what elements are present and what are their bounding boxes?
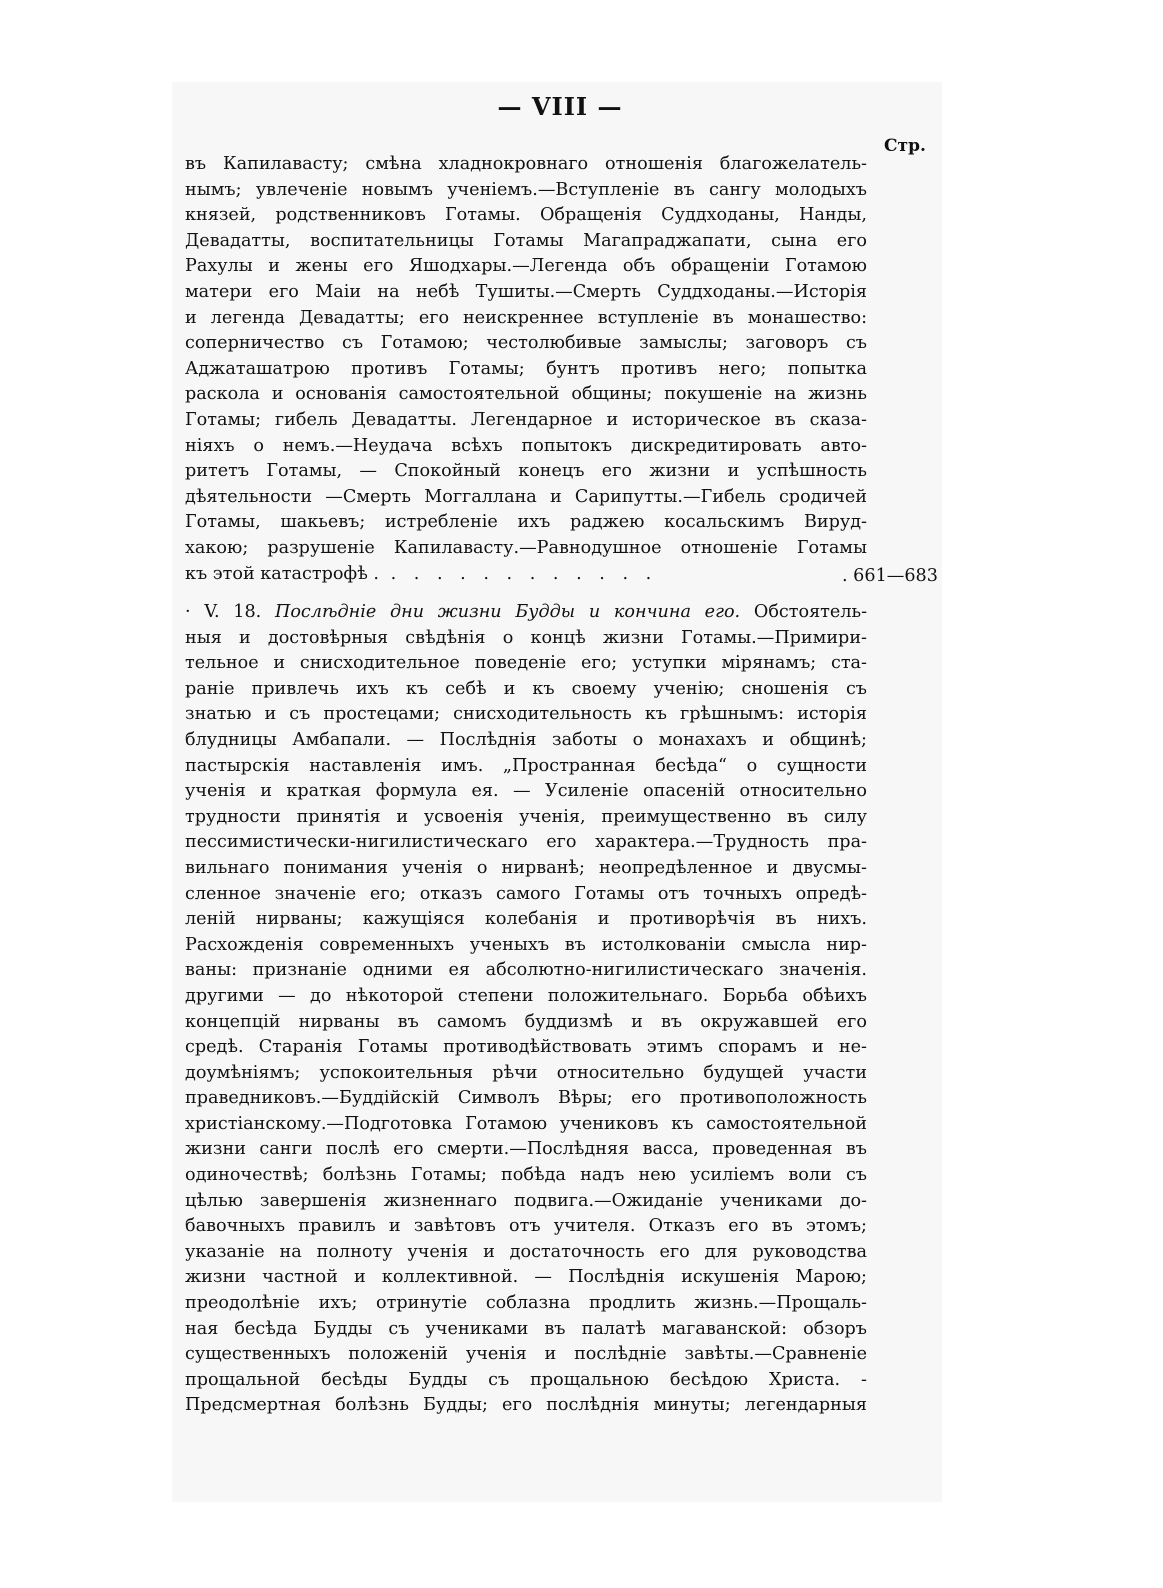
- text-line: другими — до нѣкоторой степени положительнаго. Борьба обѣихъ: [185, 985, 867, 1006]
- text-line: Аджаташатрою противъ Готамы; бунтъ противъ него; попытка: [185, 358, 867, 379]
- text-line: соперничество съ Готамою; честолюбивые замыслы; заговоръ съ: [185, 333, 867, 354]
- text-line: къ этой катастрофѣ .: [185, 563, 379, 584]
- text-line: раніе привлечь ихъ къ себѣ и къ своему ученію; сношенія съ: [185, 678, 867, 699]
- toc-leader-line: [185, 562, 867, 588]
- page-number: — VIII —: [497, 92, 623, 121]
- chapter-label: · V. 18.: [185, 602, 262, 622]
- text-line: Рахулы и жены его Яшодхары.—Легенда объ обращеніи Готамою: [185, 256, 867, 277]
- text-line: въ Капилавасту; смѣна хладнокровнаго отношенія благожелатель-: [185, 154, 867, 174]
- text-line: Готамы, шакьевъ; истребленіе ихъ раджею косальскимъ Вируд-: [185, 512, 867, 533]
- text-line: концепцій нирваны въ самомъ буддизмѣ и въ окружавшей его: [185, 1011, 867, 1032]
- page-column-header: Стр.: [884, 136, 926, 156]
- text-line: блудницы Амбапали. — Послѣднія заботы о монахахъ и общинѣ;: [185, 729, 867, 750]
- text-line: раскола и основанія самостоятельной общины; покушеніе на жизнь: [185, 384, 867, 405]
- text-line: средѣ. Старанія Готамы противодѣйствовать этимъ спорамъ и не-: [185, 1037, 867, 1058]
- text-line: ваны: признаніе одними ея абсолютно-нигилистическаго значенія.: [185, 960, 867, 981]
- dot-leader: . . . . . . . . . . . .: [390, 563, 658, 584]
- text-line: ная бесѣда Будды съ учениками въ палатѣ магаванской: обзоръ: [185, 1318, 867, 1339]
- text-line: Готамы; гибель Девадатты. Легендарное и историческое въ сказа-: [185, 409, 867, 430]
- page-range: . 661—683: [842, 566, 938, 586]
- text-line: ніяхъ о немъ.—Неудача всѣхъ попытокъ дискредитировать авто-: [185, 435, 867, 456]
- text-line: пессимистически-нигилистическаго его характера.—Трудность пра-: [185, 832, 867, 853]
- text-line: одиночествѣ; болѣзнь Готамы; побѣда надъ нею усиліемъ воли съ: [185, 1165, 867, 1186]
- text-line: хакою; разрушеніе Капилавасту.—Равнодушное отношеніе Готамы: [185, 537, 867, 558]
- text-line: ныя и достовѣрныя свѣдѣнія о концѣ жизни Готамы.—Примири-: [185, 627, 867, 648]
- text-line: нымъ; увлеченіе новымъ ученіемъ.—Вступленіе въ сангу молодыхъ: [185, 179, 867, 200]
- text-line: праведниковъ.—Буддійскій Символъ Вѣры; его противоположность: [185, 1088, 867, 1109]
- text-line: [185, 600, 867, 626]
- text-line: цѣлью завершенія жизненнаго подвига.—Ожиданіе учениками до-: [185, 1190, 867, 1211]
- text-line: князей, родственниковъ Готамы. Обращенія Суддходаны, Нанды,: [185, 205, 867, 226]
- text-line: тельное и снисходительное поведеніе его; уступки мірянамъ; ста-: [185, 653, 867, 674]
- text-line: вильнаго понимания ученія о нирванѣ; неопредѣленное и двусмы-: [185, 857, 867, 878]
- text-line: трудности принятія и усвоенія ученія, преимущественно въ силу: [185, 806, 867, 827]
- text-line: бавочныхъ правилъ и завѣтовъ отъ учителя. Отказъ его въ этомъ;: [185, 1216, 867, 1237]
- chapter-title: Послѣдніе дни жизни Будды и кончина его.: [274, 602, 741, 622]
- text-line: ритетъ Готамы, — Спокойный конецъ его жизни и успѣшность: [185, 461, 867, 482]
- toc-entry-18: [185, 600, 867, 1419]
- text-line: сленное значеніе его; отказъ самого Готамы отъ точныхъ опредѣ-: [185, 883, 867, 904]
- text-line: леній нирваны; кажущіяся колебанія и противорѣчія въ нихъ.: [185, 909, 867, 930]
- text-line: знатью и съ простецами; снисходительность къ грѣшнымъ: исторія: [185, 704, 867, 725]
- text-line: и легенда Девадатты; его неискреннее вступленіе въ монашество:: [185, 307, 867, 328]
- text-line: указаніе на полноту ученія и достаточность его для руководства: [185, 1241, 867, 1262]
- text-line: Девадатты, воспитательницы Готамы Магапраджапати, сына его: [185, 230, 867, 251]
- text-line: преодолѣніе ихъ; отринутіе соблазна продлить жизнь.—Прощаль-: [185, 1293, 867, 1314]
- text-line: матери его Маіи на небѣ Тушиты.—Смерть Суддходаны.—Исторія: [185, 281, 867, 302]
- text-line: доумѣніямъ; успокоительныя рѣчи относительно будущей участи: [185, 1062, 867, 1083]
- text-line: жизни частной и коллективной. — Послѣднія искушенія Марою;: [185, 1267, 867, 1288]
- text-line-rest: Обстоятель-: [753, 602, 868, 622]
- text-line: существенныхъ положеній ученія и послѣдніе завѣты.—Сравненіе: [185, 1344, 867, 1365]
- text-line: ученія и краткая формула ея. — Усиленіе опасеній относительно: [185, 781, 867, 802]
- text-line: прощальной бесѣды Будды съ прощальною бесѣдою Христа. -: [185, 1369, 867, 1390]
- text-line: христіанскому.—Подготовка Готамою учениковъ къ самостоятельной: [185, 1113, 867, 1134]
- text-line: Расхожденія современныхъ ученыхъ въ истолкованіи смысла нир-: [185, 934, 867, 955]
- text-line: жизни санги послѣ его смерти.—Послѣдняя васса, проведенная въ: [185, 1139, 867, 1160]
- text-line: Предсмертная болѣзнь Будды; его послѣднія минуты; легендарныя: [185, 1395, 867, 1416]
- text-line: дѣятельности —Смерть Моггаллана и Сарипутты.—Гибель сродичей: [185, 486, 867, 507]
- text-line: пастырскія наставленія имъ. „Пространная бесѣда“ о сущности: [185, 755, 867, 776]
- toc-entry-17-continued: [185, 152, 867, 587]
